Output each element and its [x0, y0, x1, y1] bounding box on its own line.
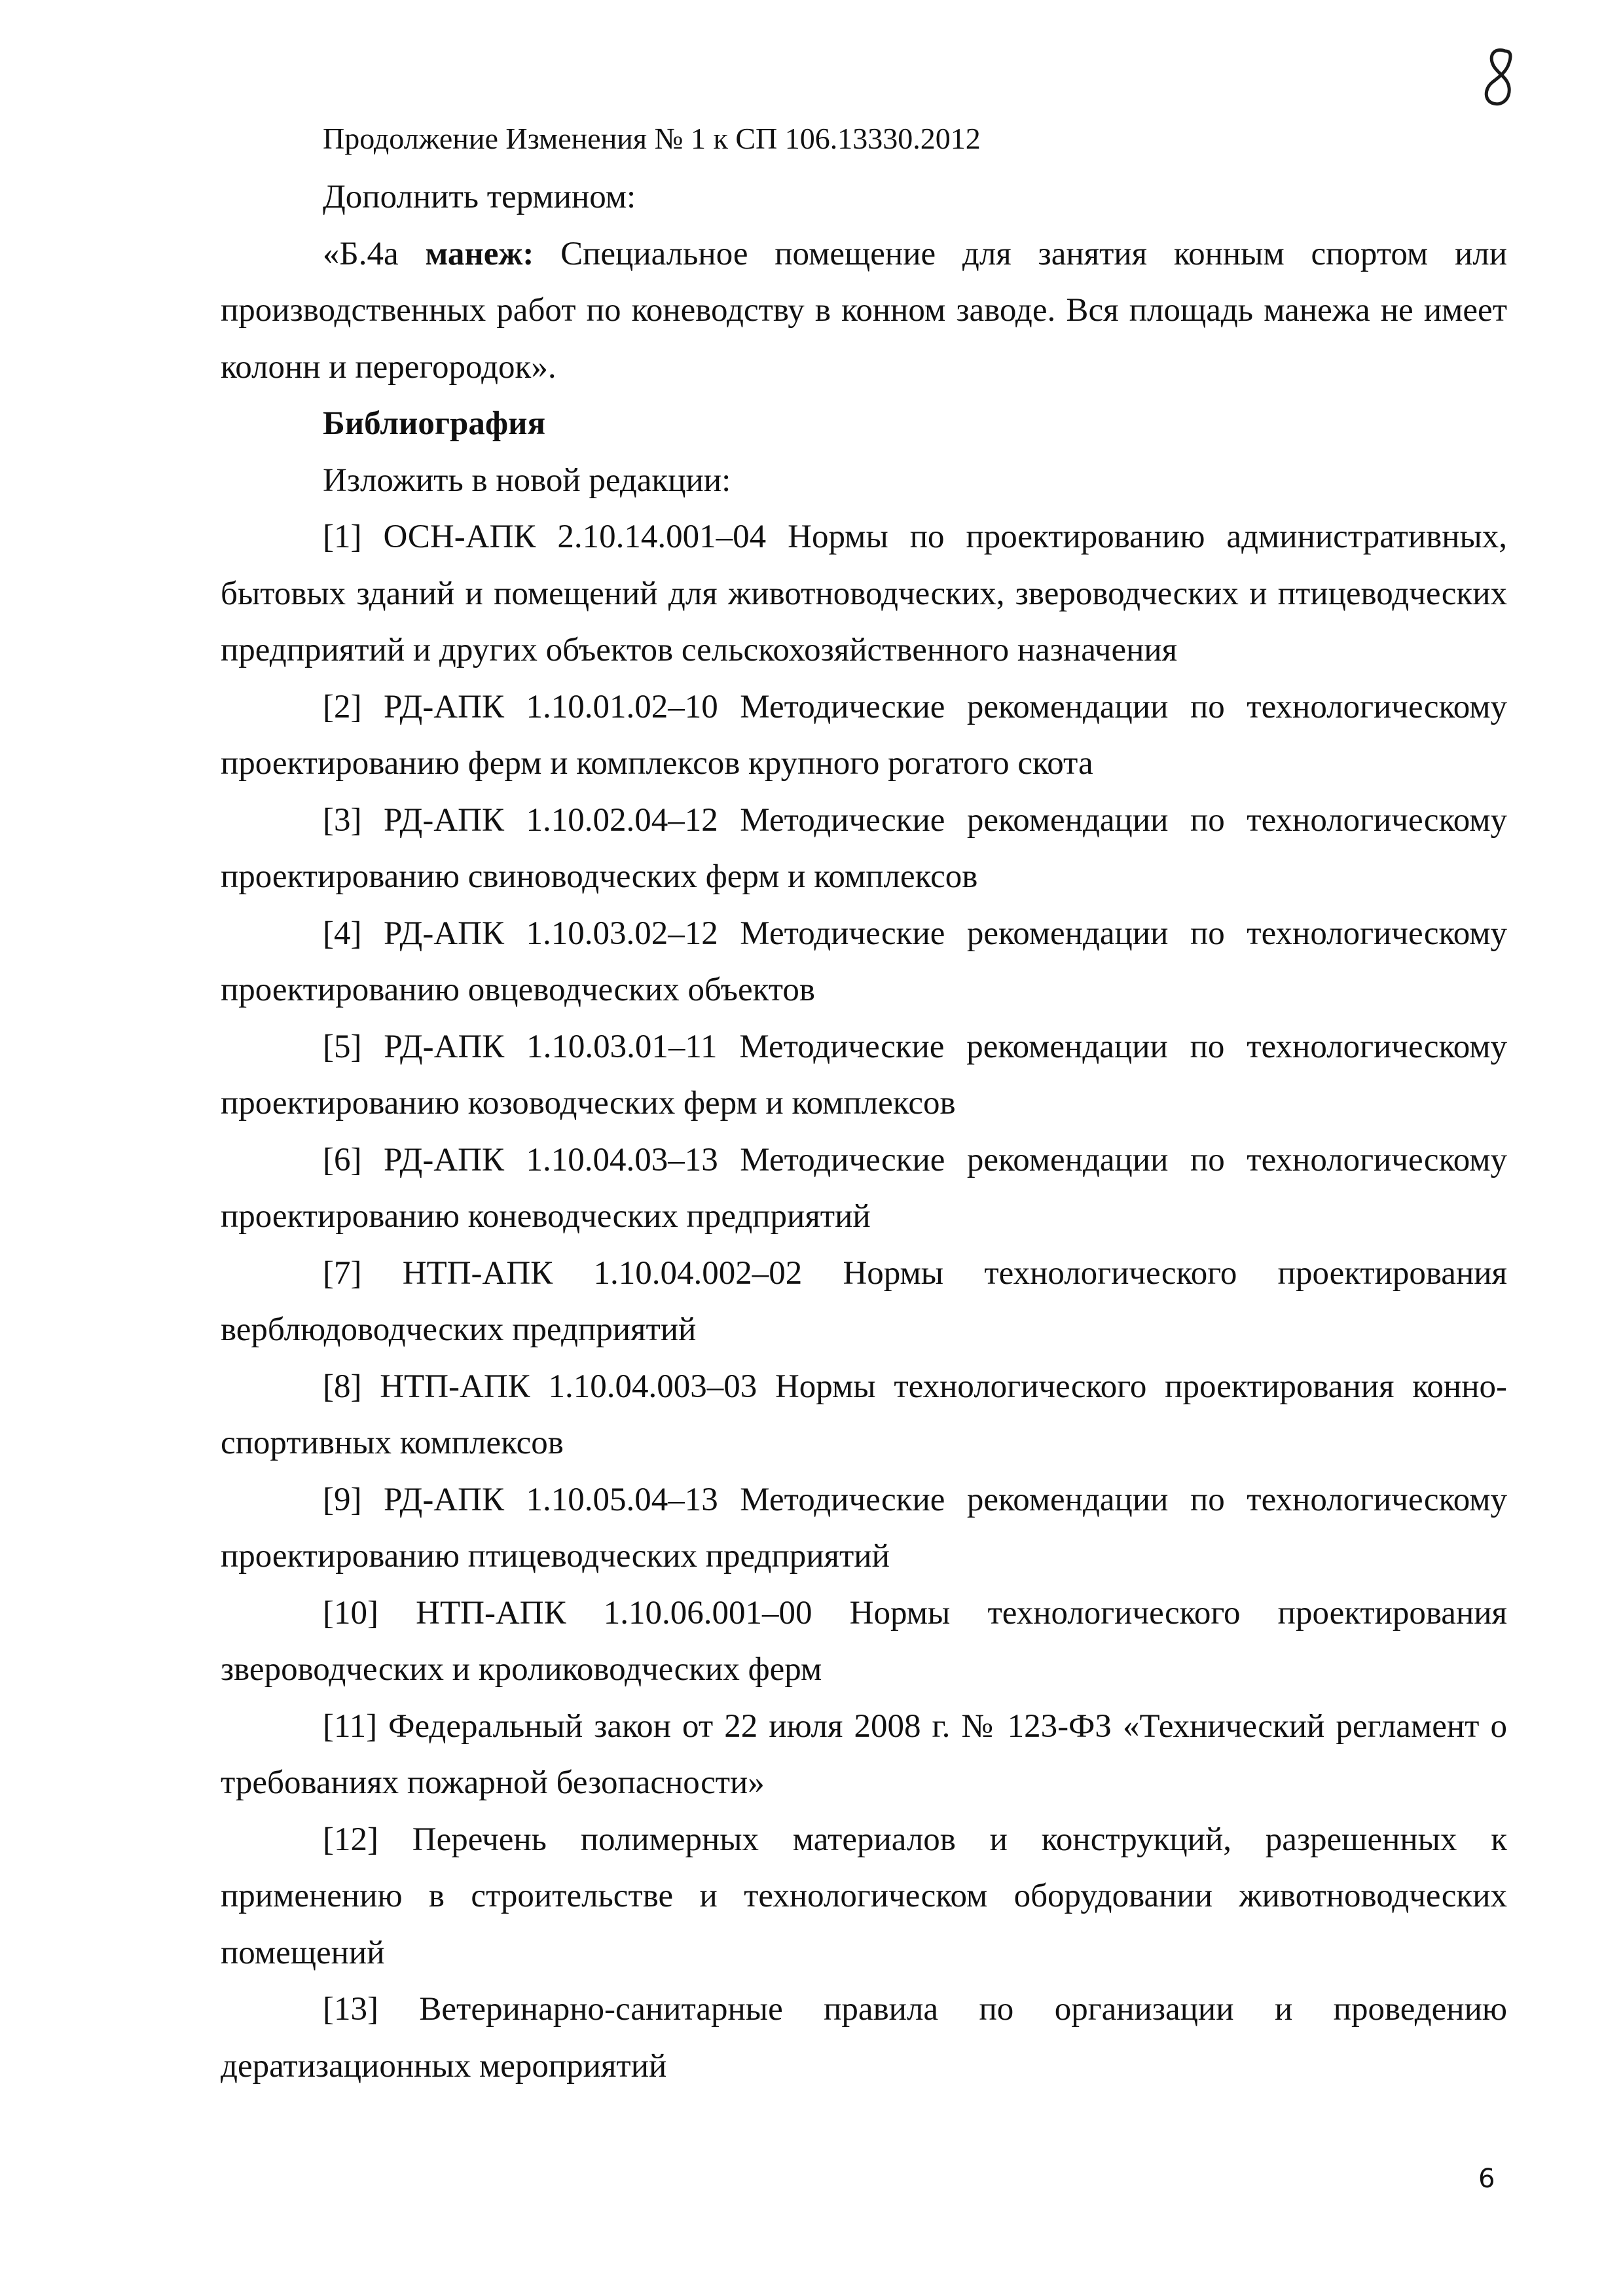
- bibliography-item: [7] НТП-АПК 1.10.04.002–02 Нормы технологического проектирования верблюдоводческих предприятий: [221, 1254, 1507, 1348]
- supplement-intro: Дополнить термином:: [323, 179, 636, 215]
- bibliography-item: [10] НТП-АПК 1.10.06.001–00 Нормы технологического проектирования звероводческих и кролиководческих ферм: [221, 1594, 1507, 1688]
- bibliography-item: [6] РД-АПК 1.10.04.03–13 Методические рекомендации по технологическому проектированию коневодческих предприятий: [221, 1141, 1507, 1235]
- bibliography-item: [2] РД-АПК 1.10.01.02–10 Методические рекомендации по технологическому проектированию ферм и комплексов крупного рогатого скота: [221, 688, 1507, 782]
- bibliography-item: [4] РД-АПК 1.10.03.02–12 Методические рекомендации по технологическому проектированию овцеводческих объектов: [221, 915, 1507, 1008]
- bibliography-item: [8] НТП-АПК 1.10.04.003–03 Нормы технологического проектирования конно-спортивных комплексов: [221, 1368, 1507, 1461]
- bibliography-item: [3] РД-АПК 1.10.02.04–12 Методические рекомендации по технологическому проектированию свиноводческих ферм и комплексов: [221, 801, 1507, 895]
- term-definition: [221, 226, 1507, 396]
- term-word: манеж:: [425, 235, 534, 272]
- bibliography-intro: Изложить в новой редакции:: [323, 462, 731, 499]
- continuation-header: Продолжение Изменения № 1 к СП 106.13330.2012: [323, 122, 981, 155]
- term-prefix: «Б.4а: [323, 235, 426, 272]
- bibliography-item: [9] РД-АПК 1.10.05.04–13 Методические рекомендации по технологическому проектированию птицеводческих предприятий: [221, 1481, 1507, 1575]
- bibliography-item: [11] Федеральный закон от 22 июля 2008 г. № 123-ФЗ «Технический регламент о требованиях пожарной безопасности»: [221, 1707, 1507, 1801]
- page-number: 6: [1478, 2164, 1495, 2194]
- bibliography-item: [12] Перечень полимерных материалов и конструкций, разрешенных к применению в строительстве и технологическом оборудовании животноводческих помещений: [221, 1821, 1507, 1971]
- bibliography-item: [5] РД-АПК 1.10.03.01–11 Методические рекомендации по технологическому проектированию козоводческих ферм и комплексов: [221, 1028, 1507, 1121]
- bibliography-item: [1] ОСН-АПК 2.10.14.001–04 Нормы по проектированию административных, бытовых зданий и помещений для животноводческих, звероводческих и птицеводческих предприятий и других объектов сельскохозяйственного назначения: [221, 519, 1507, 668]
- handwritten-page-number: [1476, 46, 1522, 111]
- term-text: Специальное помещение для занятия конным спортом или производственных работ по коневодству в конном заводе. Вся площадь манежа не имеет колонн и перегородок».: [221, 235, 1507, 386]
- document-body: [221, 169, 1507, 2094]
- bibliography-heading: Библиография: [323, 405, 546, 442]
- bibliography-item: [13] Ветеринарно-санитарные правила по организации и проведению дератизационных мероприятий: [221, 1991, 1507, 2085]
